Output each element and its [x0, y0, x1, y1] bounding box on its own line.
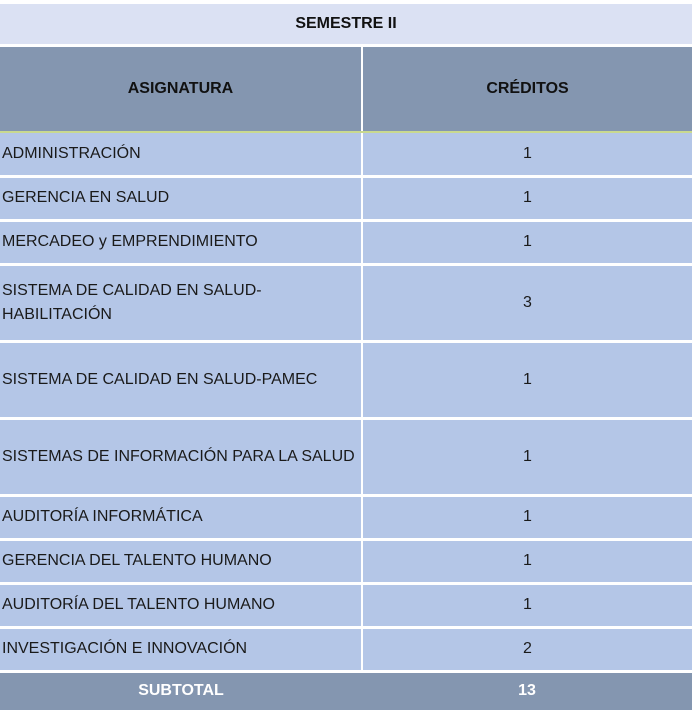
credits-cell: 3: [362, 264, 692, 341]
header-credits: CRÉDITOS: [362, 45, 692, 132]
subject-cell: AUDITORÍA DEL TALENTO HUMANO: [0, 583, 362, 627]
table-title-row: [0, 2, 692, 45]
credits-cell: 2: [362, 627, 692, 671]
subject-cell: INVESTIGACIÓN E INNOVACIÓN: [0, 627, 362, 671]
subtotal-label: SUBTOTAL: [0, 671, 362, 710]
subject-cell: AUDITORÍA INFORMÁTICA: [0, 495, 362, 539]
header-subject: ASIGNATURA: [0, 45, 362, 132]
table-row: [0, 220, 692, 264]
table-row: [0, 132, 692, 176]
table-header-row: [0, 45, 692, 132]
table-row: [0, 341, 692, 418]
credits-cell: 1: [362, 341, 692, 418]
subtotal-value: 13: [362, 671, 692, 710]
credits-cell: 1: [362, 583, 692, 627]
credits-cell: 1: [362, 418, 692, 495]
credits-cell: 1: [362, 176, 692, 220]
subtotal-row: [0, 671, 692, 710]
subject-cell: SISTEMA DE CALIDAD EN SALUD-PAMEC: [0, 341, 362, 418]
subject-cell: ADMINISTRACIÓN: [0, 132, 362, 176]
subject-cell: GERENCIA EN SALUD: [0, 176, 362, 220]
credits-cell: 1: [362, 132, 692, 176]
subject-cell: SISTEMA DE CALIDAD EN SALUD-HABILITACIÓN: [0, 264, 362, 341]
table-row: [0, 583, 692, 627]
table-row: [0, 264, 692, 341]
table-row: [0, 176, 692, 220]
subject-cell: MERCADEO y EMPRENDIMIENTO: [0, 220, 362, 264]
credits-cell: 1: [362, 220, 692, 264]
table-row: [0, 418, 692, 495]
credits-cell: 1: [362, 495, 692, 539]
subject-cell: GERENCIA DEL TALENTO HUMANO: [0, 539, 362, 583]
credits-cell: 1: [362, 539, 692, 583]
table-row: [0, 539, 692, 583]
subject-cell: SISTEMAS DE INFORMACIÓN PARA LA SALUD: [0, 418, 362, 495]
table-row: [0, 627, 692, 671]
table-title: SEMESTRE II: [0, 2, 692, 45]
table-row: [0, 495, 692, 539]
